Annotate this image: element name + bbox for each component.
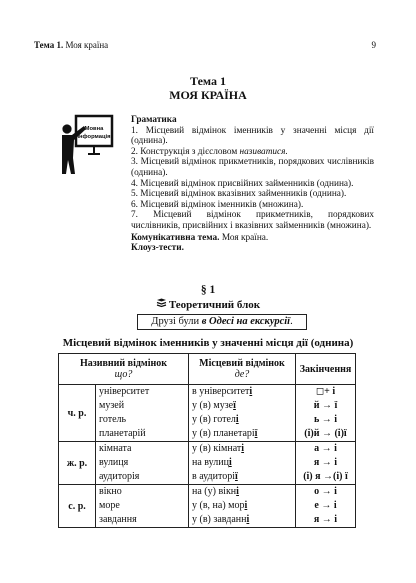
locative-cell: у (в) кімнаті на вулиці в аудиторії [189,442,296,485]
table-row [59,442,356,485]
contents-item-4: 4. Місцевий відмінок присвійних займенників (однина). [131,178,354,189]
nominative-cell: кімната вулиця аудиторія [96,442,189,485]
page-number: 9 [371,40,376,50]
table-title: Місцевий відмінок іменників у значенні місця дії (однина) [62,337,354,349]
ending-cell: а → і я → і (і) я →(і) ї [296,442,356,485]
grammar-heading: Граматика [131,115,177,125]
presenter-icon [58,114,114,176]
communicative-topic: Комунікативна тема. Моя країна. [131,232,269,243]
contents-item-2: 2. Конструкція з дієсловом називатися. [131,146,288,157]
table-row [59,485,356,528]
nominative-cell: вікно море завдання [96,485,189,528]
topic-contents [131,115,374,254]
running-head [34,40,376,50]
example-sentence: Друзі були в Одесі на екскурсії. [137,314,307,330]
topic-name: МОЯ КРАЇНА [169,88,247,102]
theory-block-heading: Теоретичний блок [0,298,416,311]
running-head-topic: Тема 1. Моя країна [34,40,109,50]
contents-item-6: 6. Місцевий відмінок іменників (множина). [131,199,304,210]
page-title [0,74,416,102]
gender-cell: ж. р. [59,442,96,485]
table-header-row [59,354,356,385]
contents-item-5: 5. Місцевий відмінок вказівних займенників (однина). [131,189,347,200]
header-ending: Закінчення [296,354,356,385]
locative-cell: в університеті у (в) музеї у (в) готелі у (в) планетарії [189,385,296,442]
header-nominative: Називний відмінок що? [59,354,189,385]
icon-label-line1: Мовна [84,126,104,132]
nominative-cell: університет музей готель планетарій [96,385,189,442]
section-number: § 1 [200,284,216,296]
cloze-tests: Клоуз-тести. [131,243,184,254]
gender-cell: с. р. [59,485,96,528]
contents-item-1: 1. Місцевий відмінок іменників у значенні місця дії (однина). [131,125,374,147]
topic-number: Тема 1 [190,74,226,88]
contents-item-3: 3. Місцевий відмінок прикметників, порядкових числівників (однина). [131,157,374,178]
locative-cell: на (у) вікні у (в, на) морі у (в) завданні [189,485,296,528]
gender-cell: ч. р. [59,385,96,442]
table-row [59,385,356,442]
icon-label-line2: інформація [77,134,111,140]
ending-cell: о → і е → і я → і [296,485,356,528]
ending-cell: ◻+ і й → ї ь → і (і)й → (і)ї [296,385,356,442]
contents-item-7: 7. Місцевий відмінок прикметників, порядкових числівників, присвійних і вказівних займенників (множина). [131,210,374,231]
header-locative: Місцевий відмінок де? [189,354,296,385]
stack-icon [156,298,167,311]
case-table [58,353,356,528]
